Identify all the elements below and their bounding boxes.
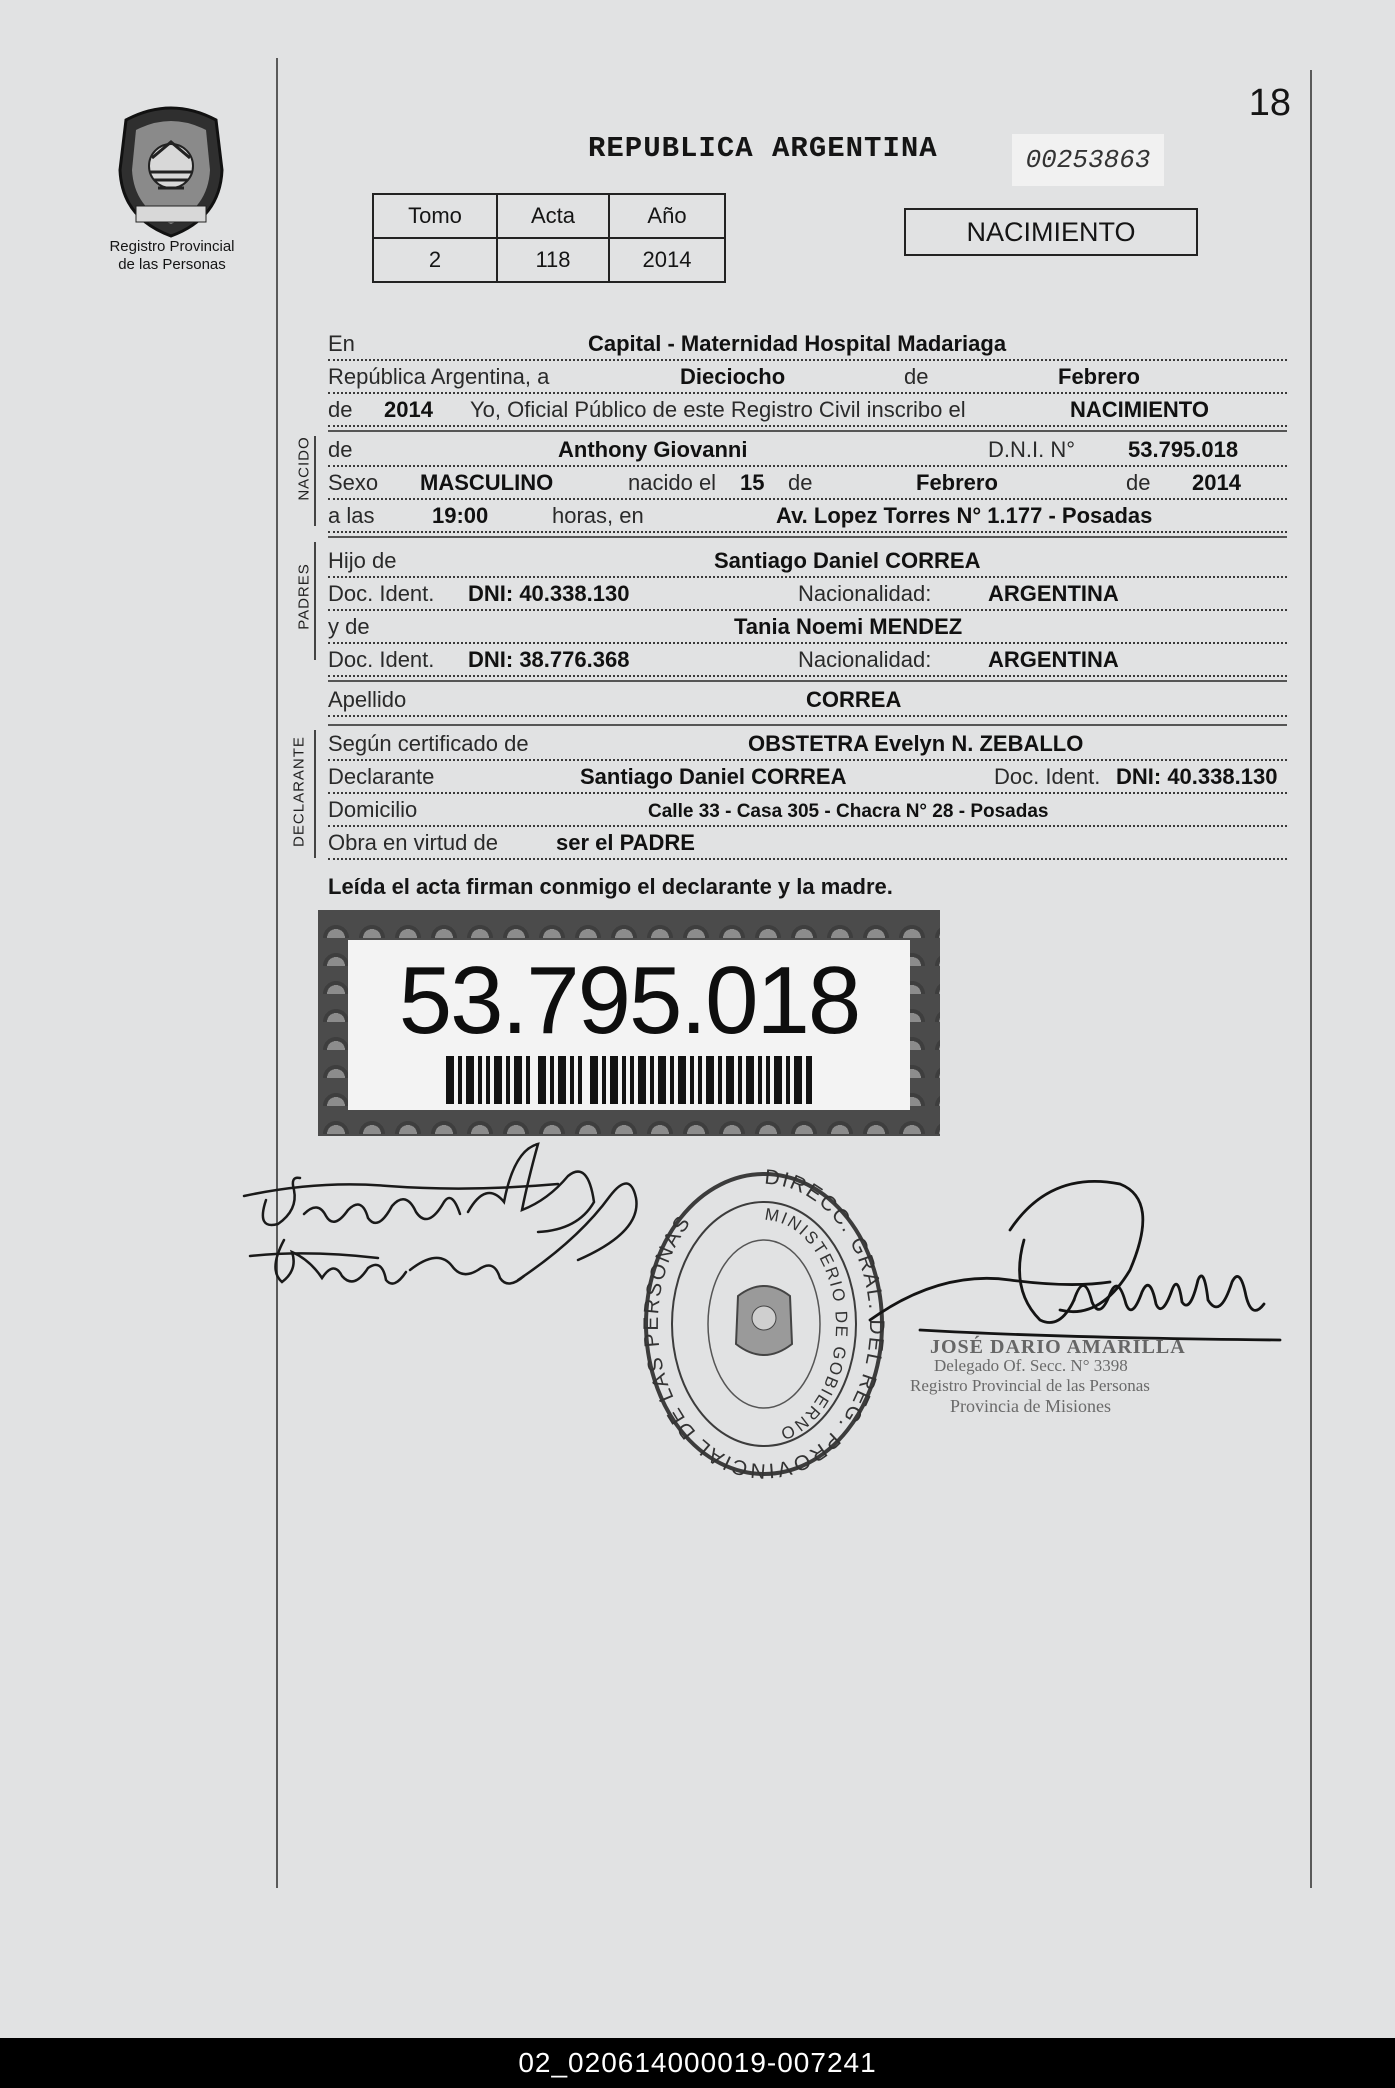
official-signature <box>860 1170 1290 1360</box>
value: ARGENTINA <box>988 647 1119 672</box>
table-header: Año <box>609 194 725 238</box>
label: a las <box>328 503 375 528</box>
label: Domicilio <box>328 797 418 822</box>
left-margin-line <box>276 58 278 1888</box>
field-row <box>328 432 1287 467</box>
file-id: 02_020614000019-007241 <box>518 2047 877 2078</box>
label: Yo, Oficial Público de este Registro Civil inscribo el <box>470 397 966 422</box>
table-cell: 2 <box>373 238 497 282</box>
field-row <box>328 682 1287 717</box>
table-header: Acta <box>497 194 609 238</box>
value: Febrero <box>1058 364 1140 389</box>
field-row <box>328 543 1287 578</box>
value: Febrero <box>916 470 998 495</box>
table-cell: 2014 <box>609 238 725 282</box>
tomo-acta-table <box>372 193 726 283</box>
label: horas, en <box>552 503 644 528</box>
field-row <box>328 576 1287 611</box>
label: Nacionalidad: <box>798 581 932 606</box>
field-row <box>328 392 1287 427</box>
label: En <box>328 331 355 356</box>
stamp-seal-icon <box>640 1168 888 1480</box>
label: Declarante <box>328 764 435 789</box>
right-margin-line <box>1310 70 1312 1888</box>
serial-number: 00253863 <box>1012 134 1164 186</box>
dni-sticker <box>318 910 940 1136</box>
registry-name-2: de las Personas <box>118 256 226 273</box>
label: Hijo de <box>328 548 397 573</box>
value: 19:00 <box>432 503 489 528</box>
section-bar <box>314 542 316 660</box>
label: de <box>788 470 813 495</box>
label: Doc. Ident. <box>328 647 435 672</box>
value: DNI: 38.776.368 <box>468 647 630 672</box>
label: nacido el <box>628 470 717 495</box>
section-bar <box>314 730 316 858</box>
label: Sexo <box>328 470 379 495</box>
label: D.N.I. N° <box>988 437 1076 462</box>
dni-sticker-number: 53.795.018 <box>398 947 860 1054</box>
value: ser el PADRE <box>556 830 695 855</box>
label: Obra en virtud de <box>328 830 498 855</box>
document-title: REPUBLICA ARGENTINA <box>588 132 938 165</box>
value: DNI: 40.338.130 <box>1116 764 1278 789</box>
field-row <box>328 326 1287 361</box>
value: Dieciocho <box>680 364 786 389</box>
value: Anthony Giovanni <box>558 437 748 462</box>
stamp-inner-text: MINISTERIO DE GOBIERNO <box>763 1204 852 1445</box>
section-bar <box>314 436 316 526</box>
misiones-seal-icon <box>112 100 230 238</box>
field-row <box>328 642 1287 677</box>
dni-sticker-panel <box>348 940 910 1110</box>
field-row <box>328 792 1287 827</box>
stamp-ring-text: DIRECC. GRAL. DEL REG. PROVINCIAL DE LAS PERSONAS <box>640 1168 888 1480</box>
field-row <box>328 726 1287 761</box>
official-name: JOSÉ DARIO AMARILLA <box>930 1336 1186 1358</box>
label: Doc. Ident. <box>994 764 1101 789</box>
label: de <box>328 397 353 422</box>
label: de <box>1126 470 1151 495</box>
value: Santiago Daniel CORREA <box>714 548 981 573</box>
value: Calle 33 - Casa 305 - Chacra N° 28 - Posadas <box>648 801 1049 822</box>
value: NACIMIENTO <box>1070 397 1209 422</box>
label: Apellido <box>328 687 407 712</box>
value: Santiago Daniel CORREA <box>580 764 847 789</box>
value: Capital - Maternidad Hospital Madariaga <box>588 331 1007 356</box>
value: 15 <box>740 470 765 495</box>
declarant-signatures <box>238 1140 648 1340</box>
value: DNI: 40.338.130 <box>468 581 630 606</box>
doc-type-box: NACIMIENTO <box>904 208 1198 256</box>
value: MASCULINO <box>420 470 554 495</box>
official-org: Registro Provincial de las Personas <box>910 1376 1150 1395</box>
field-row <box>328 759 1287 794</box>
label: República Argentina, a <box>328 364 550 389</box>
field-row <box>328 359 1287 394</box>
value: 2014 <box>1192 470 1241 495</box>
section-label-declarante: DECLARANTE <box>290 736 308 847</box>
label: Nacionalidad: <box>798 647 932 672</box>
label: de <box>904 364 929 389</box>
registry-name-1: Registro Provincial <box>109 238 235 255</box>
value: 53.795.018 <box>1128 437 1239 462</box>
official-stamp <box>640 1168 888 1480</box>
official-province: Provincia de Misiones <box>950 1396 1111 1416</box>
section-label-padres: PADRES <box>295 563 313 630</box>
section-label-nacido: NACIDO <box>295 436 313 501</box>
value: OBSTETRA Evelyn N. ZEBALLO <box>748 731 1084 756</box>
page-number: 18 <box>1248 82 1291 124</box>
value: CORREA <box>806 687 902 712</box>
closing-statement: Leída el acta firman conmigo el declarante y la madre. <box>328 874 893 899</box>
field-row <box>328 825 1287 860</box>
registry-logo <box>112 100 230 238</box>
label: Según certificado de <box>328 731 529 756</box>
separator <box>328 536 1287 538</box>
field-row <box>328 609 1287 644</box>
barcode-icon <box>446 1056 816 1104</box>
table-cell: 118 <box>497 238 609 282</box>
value: Av. Lopez Torres N° 1.177 - Posadas <box>776 503 1153 528</box>
label: de <box>328 437 353 462</box>
value: 2014 <box>384 397 433 422</box>
official-role: Delegado Of. Secc. N° 3398 <box>934 1356 1128 1375</box>
value: Tania Noemi MENDEZ <box>734 614 963 639</box>
table-header: Tomo <box>373 194 497 238</box>
label: y de <box>328 614 370 639</box>
value: ARGENTINA <box>988 581 1119 606</box>
footer-bar <box>0 2038 1395 2088</box>
field-row <box>328 498 1287 533</box>
field-row <box>328 465 1287 500</box>
label: Doc. Ident. <box>328 581 435 606</box>
